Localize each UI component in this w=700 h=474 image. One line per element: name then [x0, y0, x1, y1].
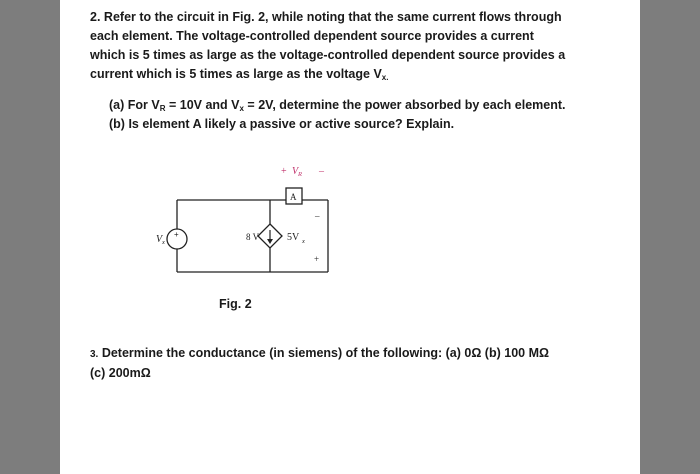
q3-number: 3.: [90, 349, 99, 360]
vr-plus: +: [281, 166, 287, 177]
part-a-text-3: = 2V, determine the power absorbed by each element.: [243, 98, 566, 112]
part-a-text-2: = 10V and V: [165, 98, 240, 112]
question-2-parts: [109, 96, 629, 134]
vr-subscript: R: [298, 171, 302, 178]
vr-label: V: [292, 166, 299, 177]
source-plus: +: [314, 254, 320, 264]
part-b: [109, 115, 629, 134]
circuit-diagram: [148, 160, 338, 285]
vx-label: V: [156, 234, 163, 245]
q3-line-1: [90, 344, 630, 364]
q2-text-4: current which is 5 times as large as the voltage V: [90, 67, 382, 81]
part-b-text: Is element A likely a passive or active source? Explain.: [128, 117, 455, 131]
part-a-sub-r: R: [159, 104, 166, 113]
figure-caption: Fig. 2: [219, 297, 252, 311]
q3-line-2: (c) 200mΩ: [90, 366, 151, 380]
part-a-label: (a): [109, 98, 125, 112]
q3-text-1: Determine the conductance (in siemens) of the following: (a) 0Ω (b) 100 MΩ: [101, 346, 550, 360]
dep-source-subscript: x: [302, 238, 305, 245]
q2-line-2: each element. The voltage-controlled dependent source provides a current: [90, 29, 534, 43]
left-margin-bar: [0, 0, 60, 474]
question-3: [90, 344, 630, 383]
q2-line-3: which is 5 times as large as the voltage-controlled dependent source provides a: [90, 48, 566, 62]
part-b-label: (b): [109, 117, 125, 131]
vx-subscript: x: [162, 239, 165, 246]
q2-vx-subscript: x.: [381, 73, 389, 82]
part-a-text-1: For V: [127, 98, 160, 112]
q2-number: 2.: [90, 10, 101, 24]
part-a-sub-x: x: [239, 104, 244, 113]
vr-minus: –: [319, 166, 324, 177]
source-value: 8 V: [246, 232, 260, 242]
q2-line-1: [90, 8, 630, 27]
q2-text-1: Refer to the circuit in Fig. 2, while noting that the same current flows through: [103, 10, 562, 24]
vx-source-sign: +: [174, 230, 179, 239]
q2-line-4: [90, 65, 630, 84]
question-2: [90, 8, 630, 84]
document-page: [60, 0, 640, 474]
dep-source-label: 5V: [287, 232, 300, 243]
element-a-label: A: [290, 192, 297, 202]
right-margin-bar: [640, 0, 700, 474]
source-minus: –: [315, 211, 320, 221]
part-a: [109, 96, 629, 115]
